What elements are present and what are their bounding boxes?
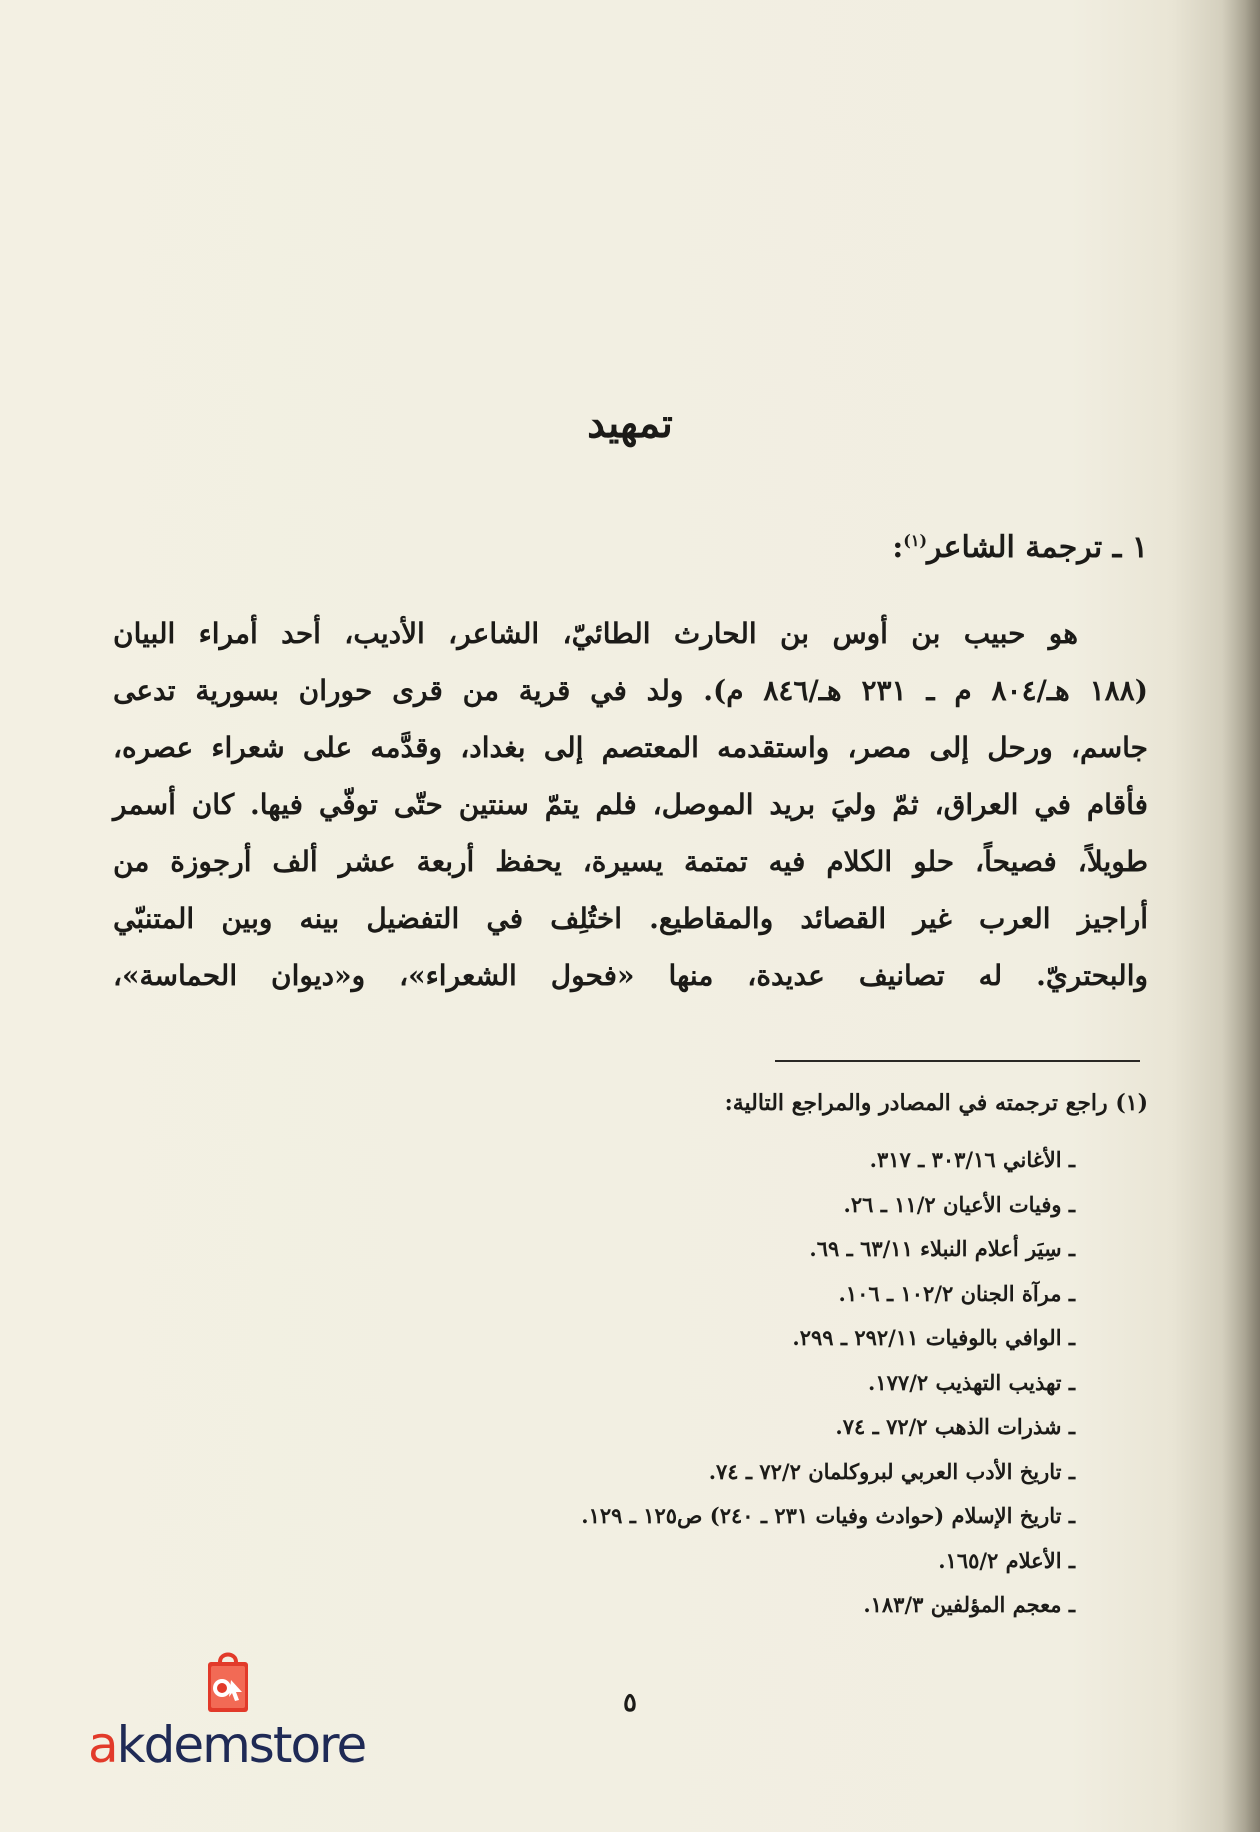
reference-item: ـ تاريخ الإسلام (حوادث وفيات ٢٣١ ـ ٢٤٠) ص١٢٥ ـ ١٢٩. bbox=[581, 1503, 1075, 1528]
footnote-divider bbox=[775, 1060, 1140, 1062]
body-line: هو حبيب بن أوس بن الحارث الطائيّ، الشاعر، الأديب، أحد أمراء البيان bbox=[113, 617, 1078, 650]
reference-item: ـ وفيات الأعيان ١١/٢ ـ ٢٦. bbox=[843, 1191, 1075, 1217]
page-number: ٥ bbox=[623, 1688, 637, 1718]
body-line: (١٨٨ هـ/٨٠٤ م ـ ٢٣١ هـ/٨٤٦ م). ولد في قرية من قرى حوران بسورية تدعى bbox=[113, 674, 1148, 707]
body-paragraph bbox=[113, 605, 1148, 1004]
body-line: طويلاً، فصيحاً، حلو الكلام فيه تمتمة يسيرة، يحفظ أربعة عشر ألف أرجوزة من bbox=[113, 845, 1148, 878]
reference-item: ـ سِيَر أعلام النبلاء ٦٣/١١ ـ ٦٩. bbox=[809, 1236, 1075, 1261]
reference-item: ـ معجم المؤلفين ١٨٣/٣. bbox=[863, 1592, 1075, 1617]
section-heading bbox=[892, 530, 1148, 565]
brand-wordmark: akdemstore bbox=[88, 1716, 366, 1774]
reference-item: ـ تهذيب التهذيب ١٧٧/٢. bbox=[868, 1369, 1075, 1395]
body-line: جاسم، ورحل إلى مصر، واستقدمه المعتصم إلى بغداد، وقدَّمه على شعراء عصره، bbox=[113, 731, 1148, 764]
body-line: فأقام في العراق، ثمّ وليَ بريد الموصل، فلم يتمّ سنتين حتّى توفّي فيها. كان أسمر bbox=[113, 788, 1148, 821]
reference-item: ـ الوافي بالوفيات ٢٩٢/١١ ـ ٢٩٩. bbox=[792, 1325, 1075, 1350]
section-heading-text: ١ ـ ترجمة الشاعر bbox=[927, 530, 1148, 565]
reference-item: ـ الأغاني ٣٠٣/١٦ ـ ٣١٧. bbox=[869, 1147, 1075, 1172]
page-title: تمهيد bbox=[587, 400, 673, 447]
reference-item: ـ الأعلام ١٦٥/٢. bbox=[938, 1547, 1075, 1573]
footnote-marker: (١) bbox=[903, 531, 928, 550]
reference-item: ـ مرآة الجنان ١٠٢/٢ ـ ١٠٦. bbox=[838, 1280, 1075, 1306]
akdemstore-watermark-logo bbox=[88, 1650, 388, 1774]
book-cart-icon bbox=[202, 1650, 254, 1720]
reference-item: ـ شذرات الذهب ٧٢/٢ ـ ٧٤. bbox=[835, 1414, 1075, 1439]
footnote-intro: (١) راجع ترجمته في المصادر والمراجع التالية: bbox=[724, 1090, 1148, 1116]
book-spine-shadow bbox=[1222, 0, 1260, 1832]
footnote-reference-list bbox=[581, 1138, 1075, 1628]
body-line: أراجيز العرب غير القصائد والمقاطيع. اختُلِف في التفضيل بينه وبين المتنبّي bbox=[113, 902, 1148, 935]
section-heading-colon: : bbox=[892, 530, 904, 565]
body-line: والبحتريّ. له تصانيف عديدة، منها «فحول الشعراء»، و«ديوان الحماسة»، bbox=[113, 959, 1148, 992]
reference-item: ـ تاريخ الأدب العربي لبروكلمان ٧٢/٢ ـ ٧٤. bbox=[708, 1458, 1075, 1484]
